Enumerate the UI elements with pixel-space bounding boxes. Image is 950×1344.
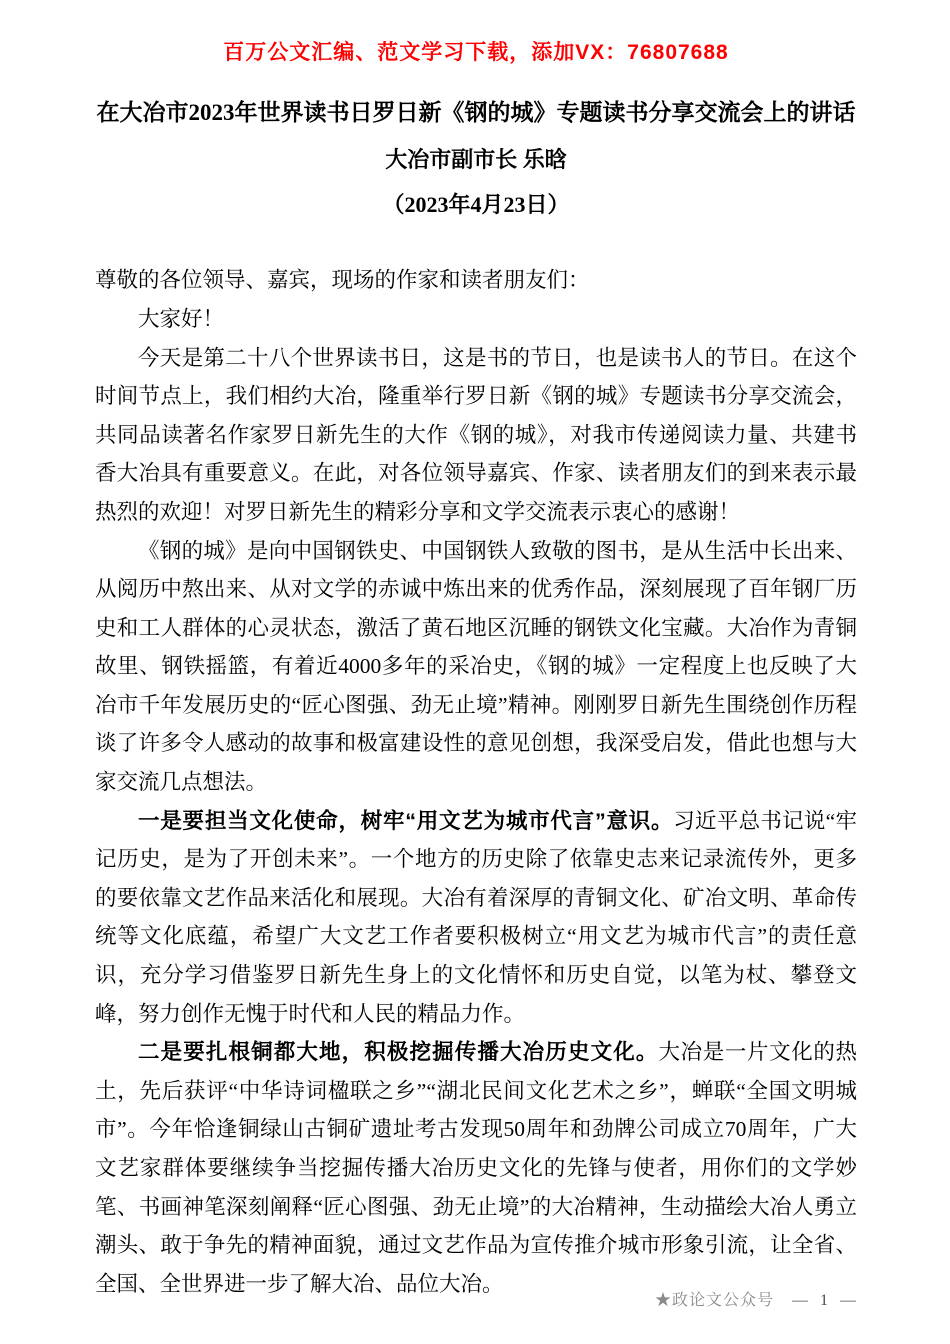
paragraph: 今天是第二十八个世界读书日，这是书的节日，也是读书人的节日。在这个时间节点上，我们相约大冶，隆重举行罗日新《钢的城》专题读书分享交流会，共同品读著名作家罗日新先生的大作《钢的城》，对我市传递阅读力量、共建书香大冶具有重要意义。在此，对各位领导嘉宾、作家、读者朋友们的到来表示最热烈的欢迎！对罗日新先生的精彩分享和文学交流表示衷心的感谢！: [95, 345, 857, 524]
paragraph: 尊敬的各位领导、嘉宾，现场的作家和读者朋友们：: [95, 268, 590, 293]
page-footer: [655, 1287, 860, 1310]
paragraph-bold-lead: 一是要担当文化使命，树牢“用文艺为城市代言”意识。: [138, 808, 674, 833]
paragraph: 《钢的城》是向中国钢铁史、中国钢铁人致敬的图书，是从生活中长出来、从阅历中熬出来、从对文学的赤诚中炼出来的优秀作品，深刻展现了百年钢厂历史和工人群体的心灵状态，激活了黄石地区沉睡的钢铁文化宝藏。大冶作为青铜故里、钢铁摇篮，有着近4000多年的采冶史，《钢的城》一定程度上也反映了大冶市千年发展历史的“匠心图强、劲无止境”精神。刚刚罗日新先生围绕创作历程谈了许多令人感动的故事和极富建设性的意见创想，我深受启发，借此也想与大家交流几点想法。: [95, 538, 857, 795]
footer-source-label: ★政论文公众号: [654, 1292, 774, 1309]
document-title: 在大冶市2023年世界读书日罗日新《钢的城》专题读书分享交流会上的讲话: [96, 100, 856, 125]
paragraph: 二是要扎根铜都大地，积极挖掘传播大冶历史文化。大冶是一片文化的热土，先后获评“中华诗词楹联之乡”“湖北民间文化艺术之乡”，蝉联“全国文明城市”。今年恰逢铜绿山古铜矿遗址考古发现50周年和劲牌公司成立70周年，广大文艺家群体要继续争当挖掘传播大冶历史文化的先锋与使者，用你们的文学妙笔、书画神笔深刻阐释“匠心图强、劲无止境”的大冶精神，生动描绘大冶人勇立潮头、敢于争先的精神面貌，通过文艺作品为宣传推介城市形象引流，让全省、全国、全世界进一步了解大冶、品位大冶。: [95, 1040, 857, 1296]
document-body: [95, 261, 857, 1303]
paragraph: 一是要担当文化使命，树牢“用文艺为城市代言”意识。习近平总书记说“牢记历史，是为了开创未来”。一个地方的历史除了依靠史志来记录流传外，更多的要依靠文艺作品来活化和展现。大冶有着深厚的青铜文化、矿冶文明、革命传统等文化底蕴，希望广大文艺工作者要积极树立“用文艺为城市代言”的责任意识，充分学习借鉴罗日新先生身上的文化情怀和历史自觉，以笔为杖、攀登文峰，努力创作无愧于时代和人民的精品力作。: [95, 808, 857, 1026]
page-number: — 1 —: [792, 1292, 860, 1309]
paragraph: 大家好！: [138, 306, 225, 331]
ad-banner: 百万公文汇编、范文学习下载，添加VX：76807688: [223, 41, 729, 64]
document-author: 大冶市副市长 乐晗: [385, 147, 567, 173]
document-date: （2023年4月23日）: [382, 192, 570, 218]
paragraph-bold-lead: 二是要扎根铜都大地，积极挖掘传播大冶历史文化。: [138, 1040, 659, 1065]
